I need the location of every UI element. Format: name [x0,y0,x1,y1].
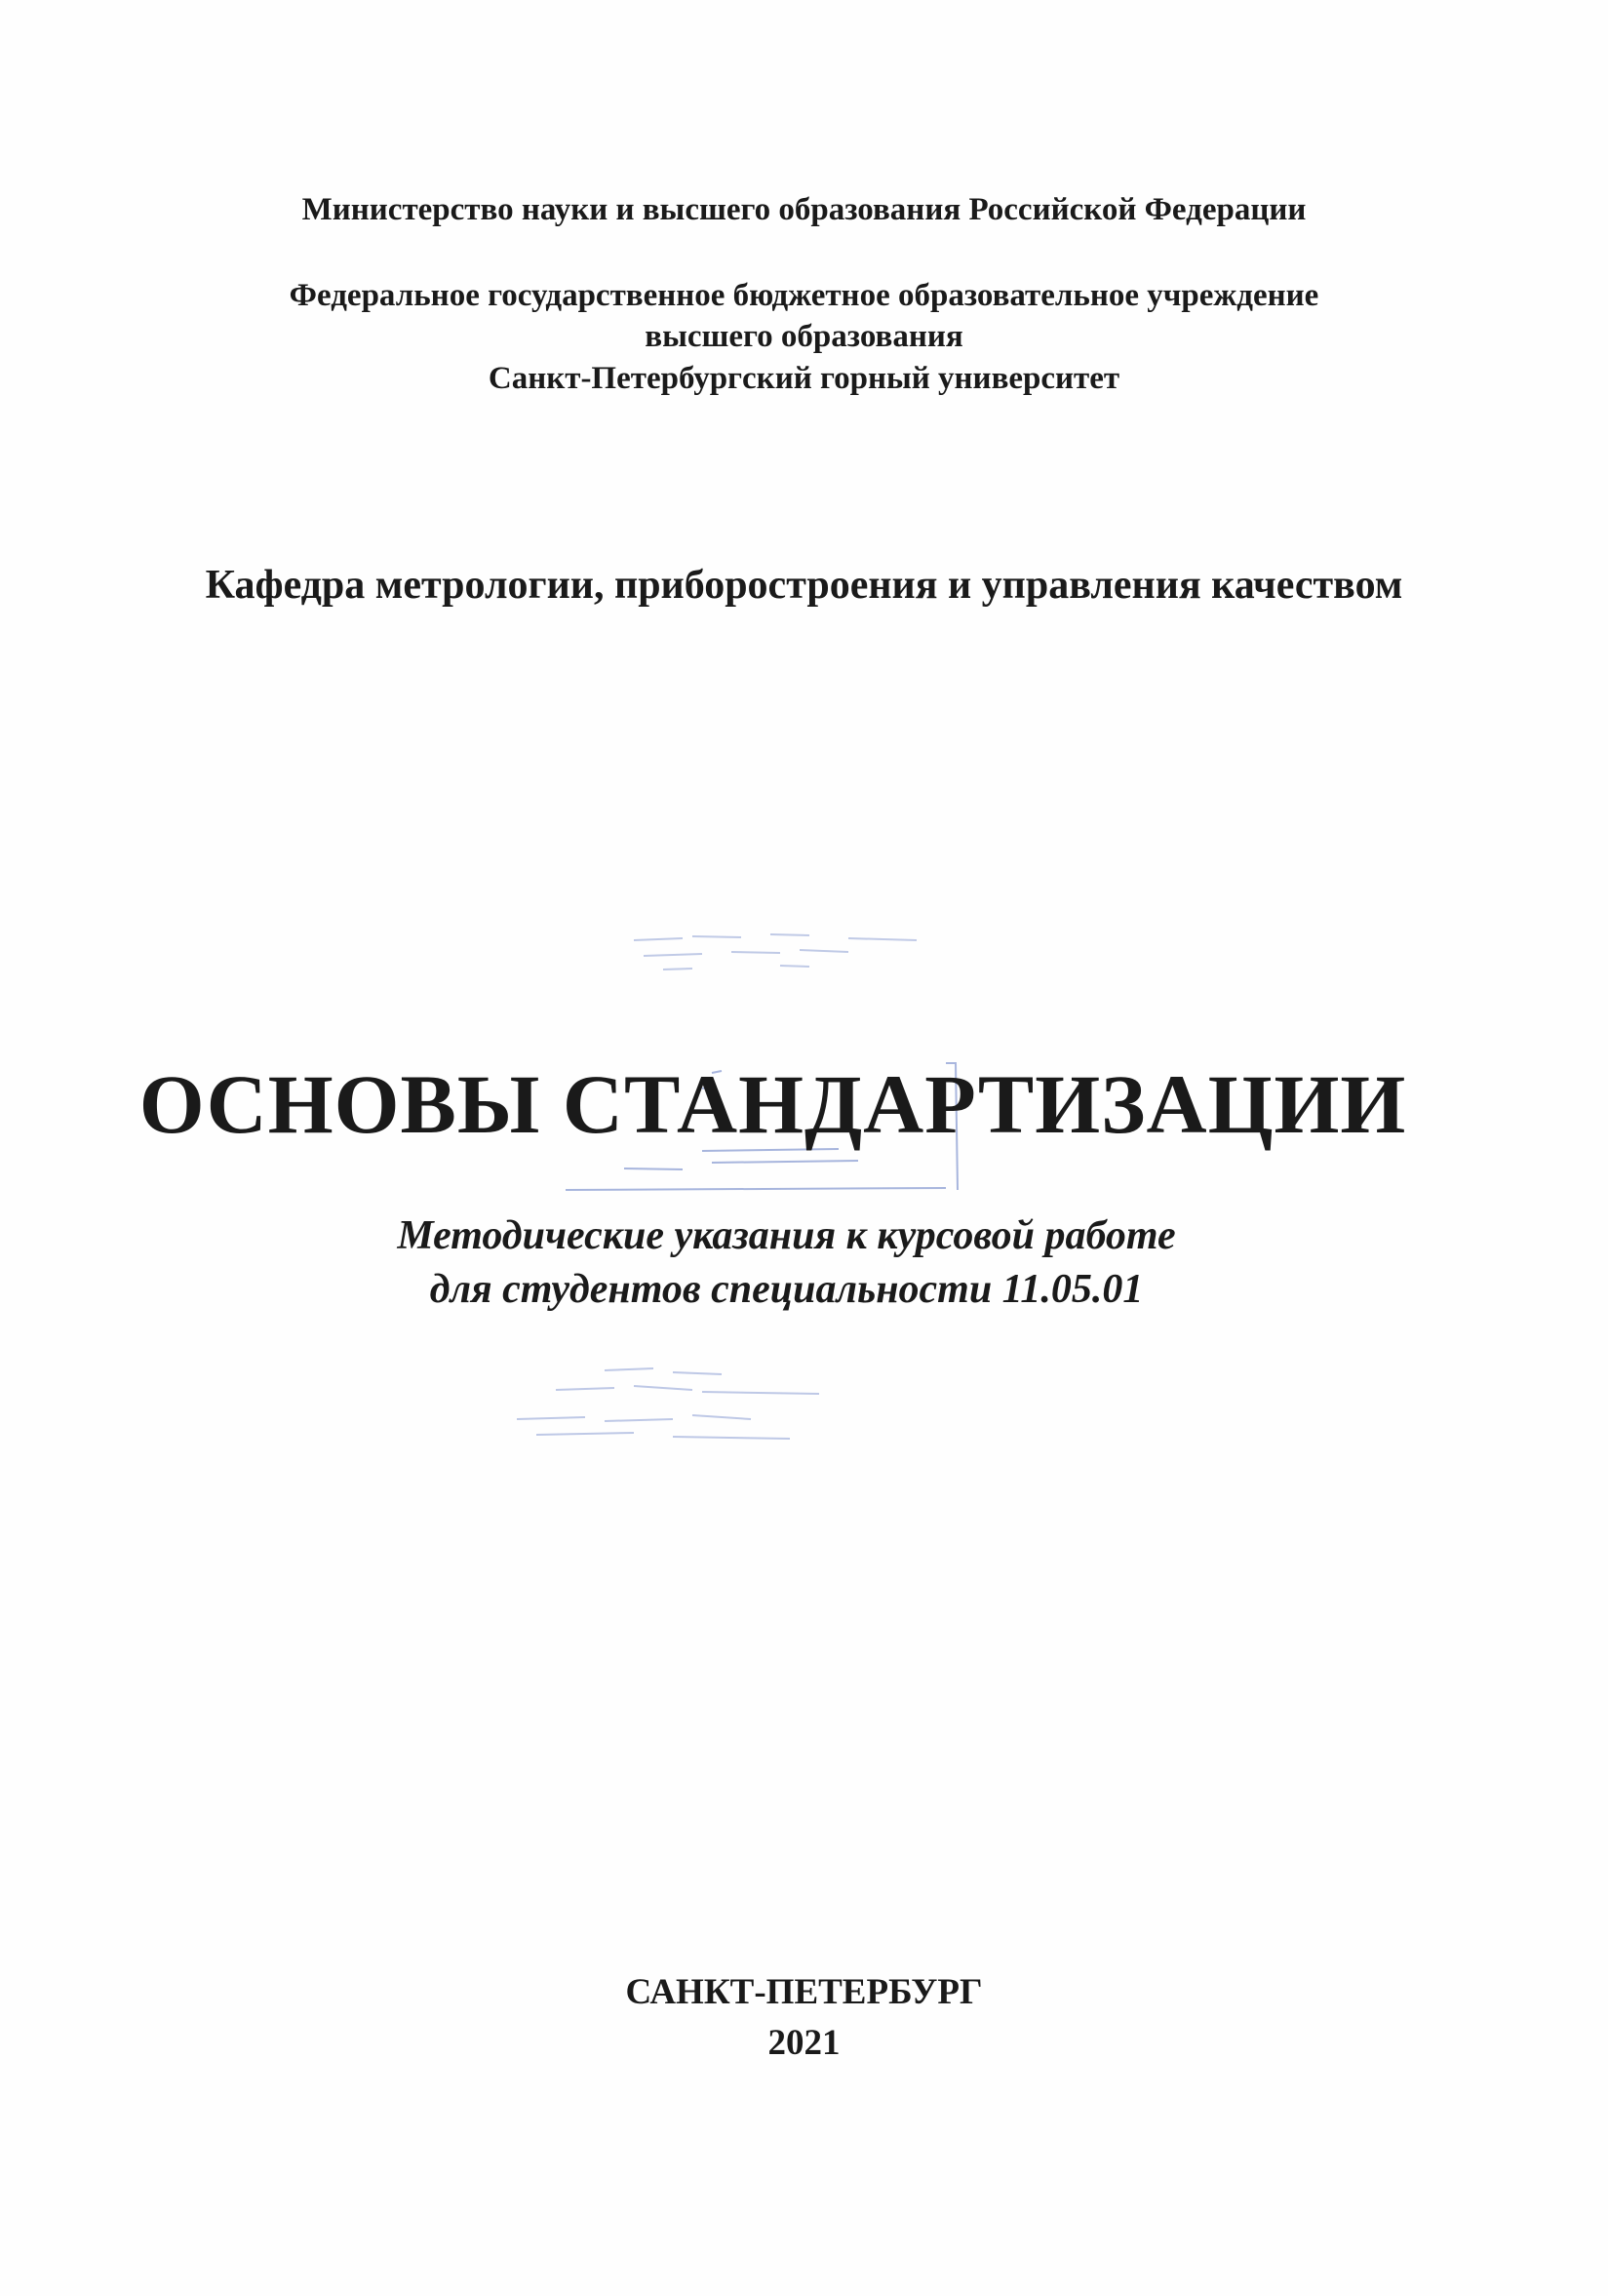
subtitle-line-2: для студентов специальности 11.05.01 [429,1267,1144,1312]
ministry-heading: Министерство науки и высшего образования Российской Федерации [301,192,1307,227]
city-label: САНКТ-ПЕТЕРБУРГ [625,1972,983,2012]
year-label: 2021 [767,2023,841,2063]
document-title: ОСНОВЫ СТАНДАРТИЗАЦИИ [138,1057,1407,1151]
department-heading: Кафедра метрологии, приборостроения и управления качеством [205,563,1403,608]
stamp-mark-top [624,927,946,985]
stamp-mark-bottom [497,1361,848,1448]
institution-line-3: Санкт-Петербургский горный университет [488,361,1120,396]
institution-line-2: высшего образования [645,319,963,354]
institution-line-1: Федеральное государственное бюджетное образовательное учреждение [289,278,1319,313]
subtitle-line-1: Методические указания к курсовой работе [397,1213,1176,1258]
